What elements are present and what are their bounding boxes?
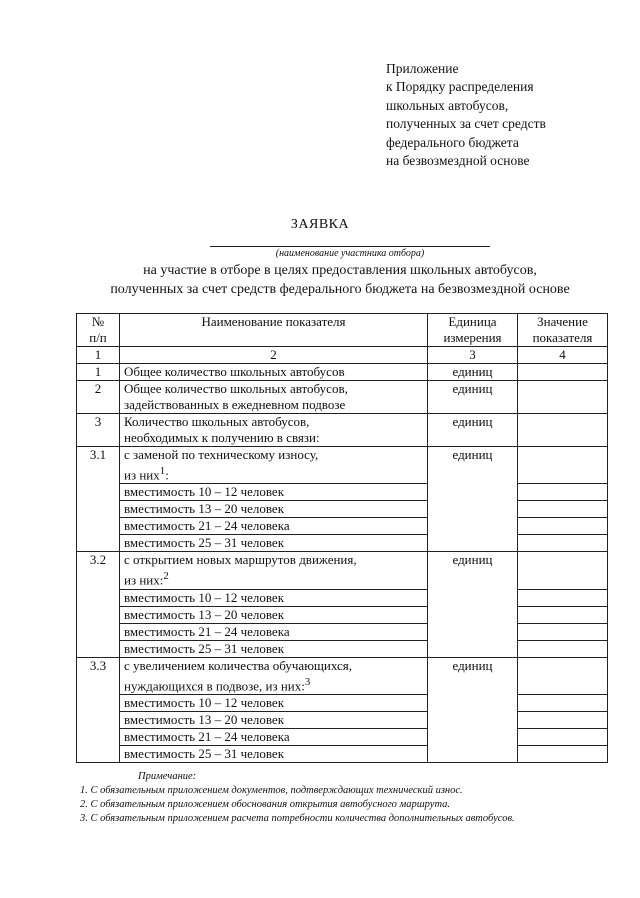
table-header-row bbox=[77, 314, 608, 347]
row-name-line: с заменой по техническому износу, bbox=[124, 447, 319, 462]
row-num: 3 bbox=[77, 414, 120, 447]
purpose-line: полученных за счет средств федерального бюджета на безвозмездной основе bbox=[110, 282, 570, 297]
note-item: 2. С обязательным приложением обоснования открытия автобусного маршрута. bbox=[80, 799, 451, 810]
row-name-text: : bbox=[165, 467, 169, 483]
row-unit: единиц bbox=[428, 364, 518, 381]
table-row bbox=[77, 381, 608, 414]
header-num bbox=[77, 314, 120, 347]
value-cell[interactable] bbox=[518, 728, 608, 745]
footnote-ref: 3 bbox=[304, 675, 311, 688]
value-cell[interactable] bbox=[518, 381, 608, 414]
row-unit: единиц bbox=[428, 414, 518, 447]
row-name-line: необходимых к получению в связи: bbox=[124, 430, 320, 445]
value-cell[interactable] bbox=[518, 745, 608, 762]
header-name: Наименование показателя bbox=[120, 314, 428, 347]
row-name bbox=[120, 447, 428, 484]
row-unit: единиц bbox=[428, 657, 518, 762]
participant-name-caption: (наименование участника отбора) bbox=[275, 248, 425, 259]
row-name-line bbox=[124, 463, 423, 483]
table-row bbox=[77, 484, 608, 501]
header-num-line: п/п bbox=[89, 330, 107, 345]
value-cell[interactable] bbox=[518, 501, 608, 518]
row-num: 2 bbox=[77, 381, 120, 414]
row-name bbox=[120, 552, 428, 589]
value-cell[interactable] bbox=[518, 589, 608, 606]
capacity-label: вместимость 21 – 24 человека bbox=[120, 623, 428, 640]
appendix-line: федерального бюджета bbox=[386, 134, 519, 150]
table-row bbox=[77, 589, 608, 606]
value-cell[interactable] bbox=[518, 552, 608, 589]
header-unit-line: Единица bbox=[448, 314, 497, 329]
header-value bbox=[518, 314, 608, 347]
row-name-line bbox=[124, 674, 423, 694]
capacity-label: вместимость 25 – 31 человек bbox=[120, 745, 428, 762]
value-cell[interactable] bbox=[518, 606, 608, 623]
table-row bbox=[77, 657, 608, 694]
value-cell[interactable] bbox=[518, 657, 608, 694]
column-number-row bbox=[77, 347, 608, 364]
col-number: 2 bbox=[120, 347, 428, 364]
row-name-line: с увеличением количества обучающихся, bbox=[124, 657, 352, 673]
header-unit bbox=[428, 314, 518, 347]
row-name-text: нуждающихся в подвозе, из них: bbox=[124, 677, 305, 693]
row-name-line: Общее количество школьных автобусов, bbox=[124, 381, 348, 396]
row-name-text: из них: bbox=[124, 572, 164, 588]
row-name-line: с открытием новых маршрутов движения, bbox=[124, 552, 357, 568]
table-row bbox=[77, 694, 608, 711]
appendix-line: полученных за счет средств bbox=[386, 116, 546, 132]
table-row bbox=[77, 501, 608, 518]
row-unit: единиц bbox=[428, 381, 518, 414]
row-name bbox=[120, 381, 428, 414]
appendix-block bbox=[386, 60, 546, 170]
footnote-ref: 2 bbox=[163, 570, 169, 583]
appendix-line: Приложение bbox=[386, 61, 459, 76]
table-row bbox=[77, 535, 608, 552]
value-cell[interactable] bbox=[518, 694, 608, 711]
note-item: 3. С обязательным приложением расчета потребности количества дополнительных автобусов. bbox=[80, 813, 515, 824]
table-row bbox=[77, 364, 608, 381]
col-number: 1 bbox=[77, 347, 120, 364]
row-name-line bbox=[124, 568, 423, 588]
value-cell[interactable] bbox=[518, 364, 608, 381]
table-row bbox=[77, 711, 608, 728]
capacity-label: вместимость 25 – 31 человек bbox=[120, 640, 428, 657]
notes-caption: Примечание: bbox=[138, 771, 197, 782]
row-name-line: Количество школьных автобусов, bbox=[124, 414, 310, 429]
value-cell[interactable] bbox=[518, 518, 608, 535]
participant-name-line bbox=[210, 246, 490, 247]
col-number: 4 bbox=[518, 347, 608, 364]
capacity-label: вместимость 13 – 20 человек bbox=[120, 711, 428, 728]
appendix-line: на безвозмездной основе bbox=[386, 153, 530, 169]
capacity-label: вместимость 21 – 24 человека bbox=[120, 518, 428, 535]
value-cell[interactable] bbox=[518, 414, 608, 447]
table-row bbox=[77, 518, 608, 535]
value-cell[interactable] bbox=[518, 484, 608, 501]
row-num: 3.2 bbox=[77, 552, 120, 657]
value-cell[interactable] bbox=[518, 447, 608, 484]
row-unit: единиц bbox=[428, 447, 518, 552]
capacity-label: вместимость 10 – 12 человек bbox=[120, 589, 428, 606]
row-num: 1 bbox=[77, 364, 120, 381]
table-row bbox=[77, 552, 608, 589]
table-row bbox=[77, 414, 608, 447]
value-cell[interactable] bbox=[518, 640, 608, 657]
value-cell[interactable] bbox=[518, 711, 608, 728]
capacity-label: вместимость 10 – 12 человек bbox=[120, 484, 428, 501]
value-cell[interactable] bbox=[518, 535, 608, 552]
header-num-line: № bbox=[91, 314, 105, 329]
row-name: Общее количество школьных автобусов bbox=[120, 364, 428, 381]
capacity-label: вместимость 21 – 24 человека bbox=[120, 728, 428, 745]
appendix-line: к Порядку распределения bbox=[386, 79, 534, 95]
col-number: 3 bbox=[428, 347, 518, 364]
table-row bbox=[77, 447, 608, 484]
table-row bbox=[77, 606, 608, 623]
row-name-text: из них bbox=[124, 467, 160, 483]
purpose-text bbox=[20, 261, 640, 299]
indicators-table bbox=[76, 313, 608, 763]
row-num: 3.1 bbox=[77, 447, 120, 552]
footnote-ref: 1 bbox=[159, 465, 166, 477]
table-row bbox=[77, 745, 608, 762]
capacity-label: вместимость 10 – 12 человек bbox=[120, 694, 428, 711]
table-row bbox=[77, 640, 608, 657]
capacity-label: вместимость 13 – 20 человек bbox=[120, 501, 428, 518]
document-title: ЗАЯВКА bbox=[290, 217, 350, 232]
row-name bbox=[120, 414, 428, 447]
table-row bbox=[77, 623, 608, 640]
row-name-line: задействованных в ежедневном подвозе bbox=[124, 397, 346, 412]
notes-block bbox=[80, 770, 604, 826]
header-value-line: Значение bbox=[537, 314, 588, 329]
capacity-label: вместимость 25 – 31 человек bbox=[120, 535, 428, 552]
appendix-line: школьных автобусов, bbox=[386, 97, 509, 113]
note-item: 1. С обязательным приложением документов, подтверждающих технический износ. bbox=[80, 785, 463, 796]
row-name bbox=[120, 657, 428, 694]
header-unit-line: измерения bbox=[443, 330, 502, 345]
header-value-line: показателя bbox=[532, 330, 593, 345]
purpose-line: на участие в отборе в целях предоставления школьных автобусов, bbox=[143, 263, 537, 278]
value-cell[interactable] bbox=[518, 623, 608, 640]
row-unit: единиц bbox=[428, 552, 518, 657]
capacity-label: вместимость 13 – 20 человек bbox=[120, 606, 428, 623]
row-num: 3.3 bbox=[77, 657, 120, 762]
table-row bbox=[77, 728, 608, 745]
